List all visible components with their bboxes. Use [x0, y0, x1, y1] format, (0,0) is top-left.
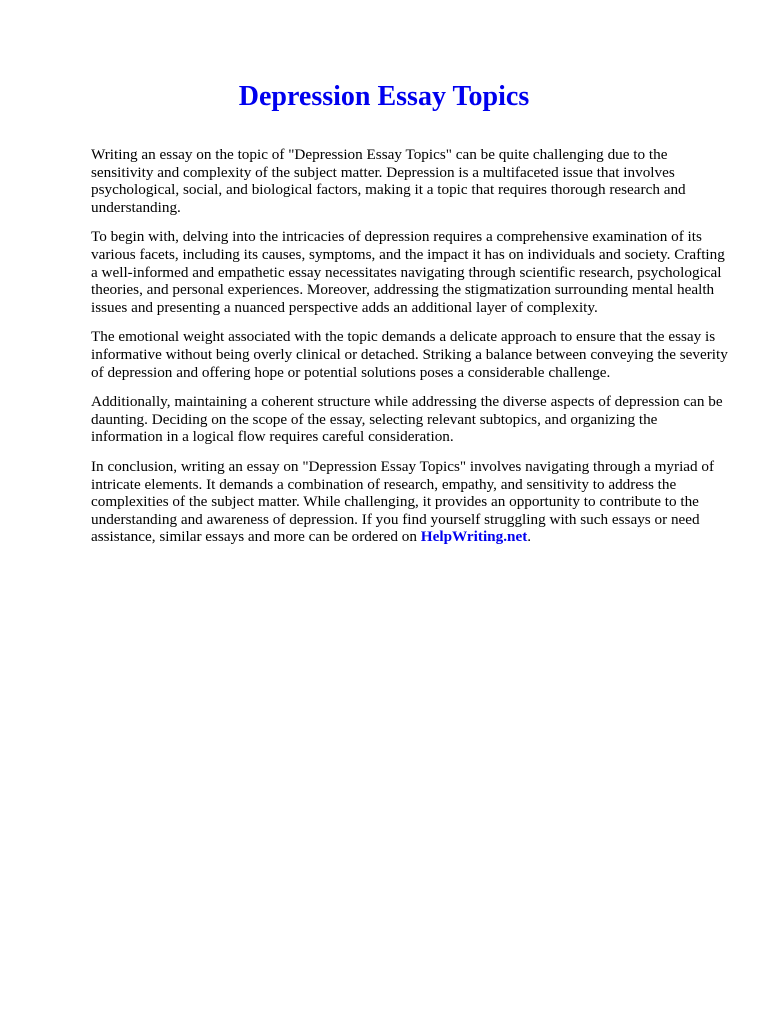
- paragraph-1: Writing an essay on the topic of "Depression Essay Topics" can be quite challenging due to the sensitivity and complexity of the subject matter. Depression is a multifaceted issue that involves psychological, social, and biological factors, making it a topic that requires thorough research and understanding.: [91, 146, 686, 216]
- paragraph-3: The emotional weight associated with the topic demands a delicate approach to ensure that the essay is informative without being overly clinical or detached. Striking a balance between conveying the severity of depression and offering hope or potential solutions poses a considerable challenge.: [91, 328, 728, 381]
- paragraph-5: [91, 458, 731, 546]
- helpwriting-link[interactable]: HelpWriting.net: [420, 528, 528, 546]
- document-body: [91, 146, 731, 558]
- document-title: Depression Essay Topics: [238, 81, 530, 112]
- paragraph-4: Additionally, maintaining a coherent structure while addressing the diverse aspects of depression can be daunting. Deciding on the scope of the essay, selecting relevant subtopics, and organizing the information in a logical flow requires careful consideration.: [91, 393, 723, 446]
- conclusion-text: In conclusion, writing an essay on "Depression Essay Topics" involves navigating through a myriad of intricate elements. It demands a combination of research, empathy, and sensitivity to address the complexities of the subject matter. While challenging, it provides an opportunity to contribute to the understanding and awareness of depression. If you find yourself struggling with such essays or need assistance, similar essays and more can be ordered on: [91, 457, 715, 546]
- conclusion-period: .: [527, 528, 532, 546]
- paragraph-2: To begin with, delving into the intricacies of depression requires a comprehensive examination of its various facets, including its causes, symptoms, and the impact it has on individuals and society. Crafting a well-informed and empathetic essay necessitates navigating through scientific research, psychological theories, and personal experiences. Moreover, addressing the stigmatization surrounding mental health issues and presenting a nuanced perspective adds an additional layer of complexity.: [91, 228, 725, 316]
